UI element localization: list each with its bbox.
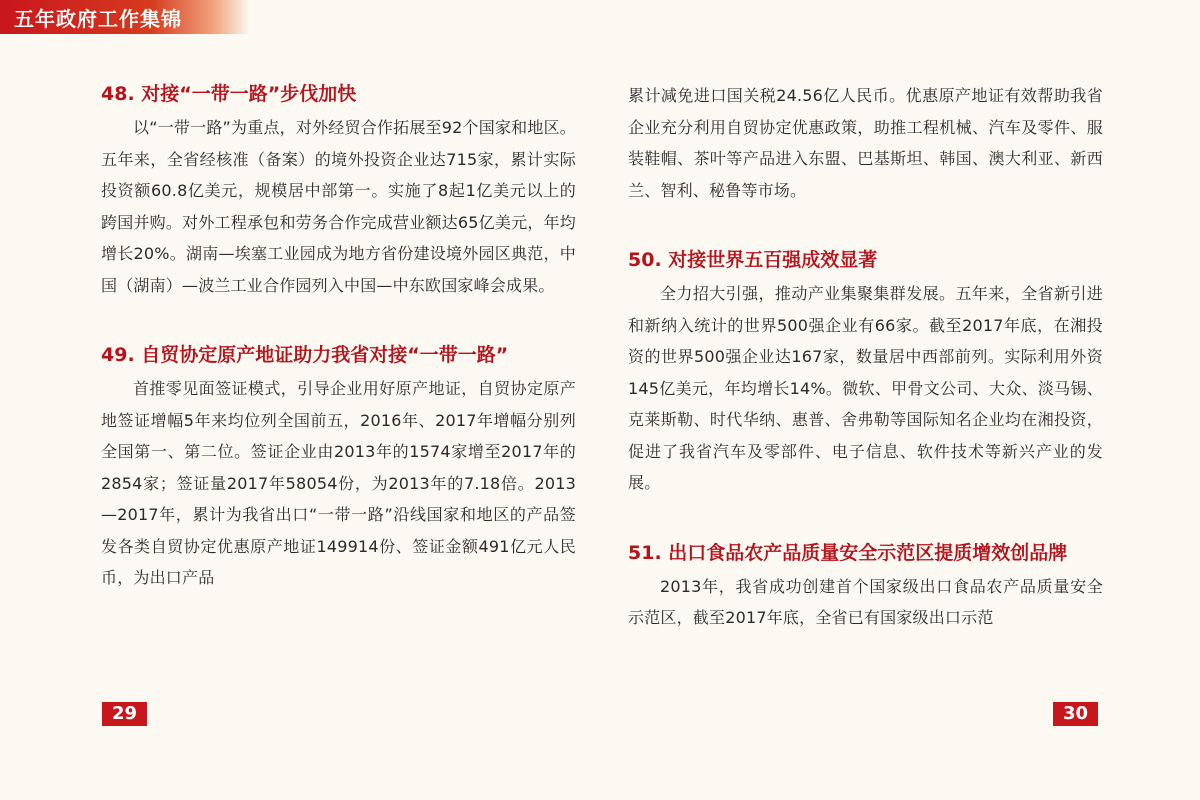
continued-paragraph-49: 累计减免进口国关税24.56亿人民币。优惠原产地证有效帮助我省企业充分利用自贸协定优惠政策，助推工程机械、汽车及零件、服装鞋帽、茶叶等产品进入东盟、巴基斯坦、韩国、澳大利亚、新西兰、智利、秘鲁等市场。: [628, 86, 1103, 200]
page-number-right: 30: [1053, 702, 1098, 726]
section-paragraph-48: 以“一带一路”为重点，对外经贸合作拓展至92个国家和地区。五年来，全省经核准（备案）的境外投资企业达715家，累计实际投资额60.8亿美元，规模居中部第一。实施了8起1亿美元以上的跨国并购。对外工程承包和劳务合作完成营业额达65亿美元，年均增长20%。湖南—埃塞工业园成为地方省份建设境外园区典范，中国（湖南）—波兰工业合作园列入中国—中东欧国家峰会成果。: [101, 118, 576, 295]
section-heading-50: 50. 对接世界五百强成效显著: [628, 249, 878, 271]
section-gap: [101, 301, 576, 337]
page-number-left: 29: [102, 702, 147, 726]
section-gap: [628, 499, 1103, 535]
header-title: 五年政府工作集锦: [14, 7, 182, 31]
section-heading-48: 48. 对接“一带一路”步伐加快: [101, 83, 357, 105]
section-paragraph-49: 首推零见面签证模式，引导企业用好原产地证，自贸协定原产地签证增幅5年来均位列全国前五，2016年、2017年增幅分别列全国第一、第二位。签证企业由2013年的1574家增至2017年的2854家；签证量2017年58054份，为2013年的7.18倍。2013—2017年，累计为我省出口“一带一路”沿线国家和地区的产品签发各类自贸协定优惠原产地证149914份、签证金额491亿元人民币，为出口产品: [101, 379, 576, 587]
section-gap: [628, 206, 1103, 242]
right-column: [628, 80, 1103, 634]
left-column: [101, 76, 576, 594]
section-paragraph-50: 全力招大引强，推动产业集聚集群发展。五年来，全省新引进和新纳入统计的世界500强企业有66家。截至2017年底，在湘投资的世界500强企业达167家，数量居中西部前列。实际利用外资145亿美元，年均增长14%。微软、甲骨文公司、大众、淡马锡、克莱斯勒、时代华纳、惠普、舍弗勒等国际知名企业均在湘投资，促进了我省汽车及零部件、电子信息、软件技术等新兴产业的发展。: [628, 284, 1103, 492]
section-heading-51: 51. 出口食品农产品质量安全示范区提质增效创品牌: [628, 541, 1068, 564]
header-band: [0, 0, 250, 34]
section-paragraph-51: 2013年，我省成功创建首个国家级出口食品农产品质量安全示范区，截至2017年底，全省已有国家级出口示范: [628, 576, 1103, 627]
section-heading-49: 49. 自贸协定原产地证助力我省对接“一带一路”: [101, 344, 509, 366]
